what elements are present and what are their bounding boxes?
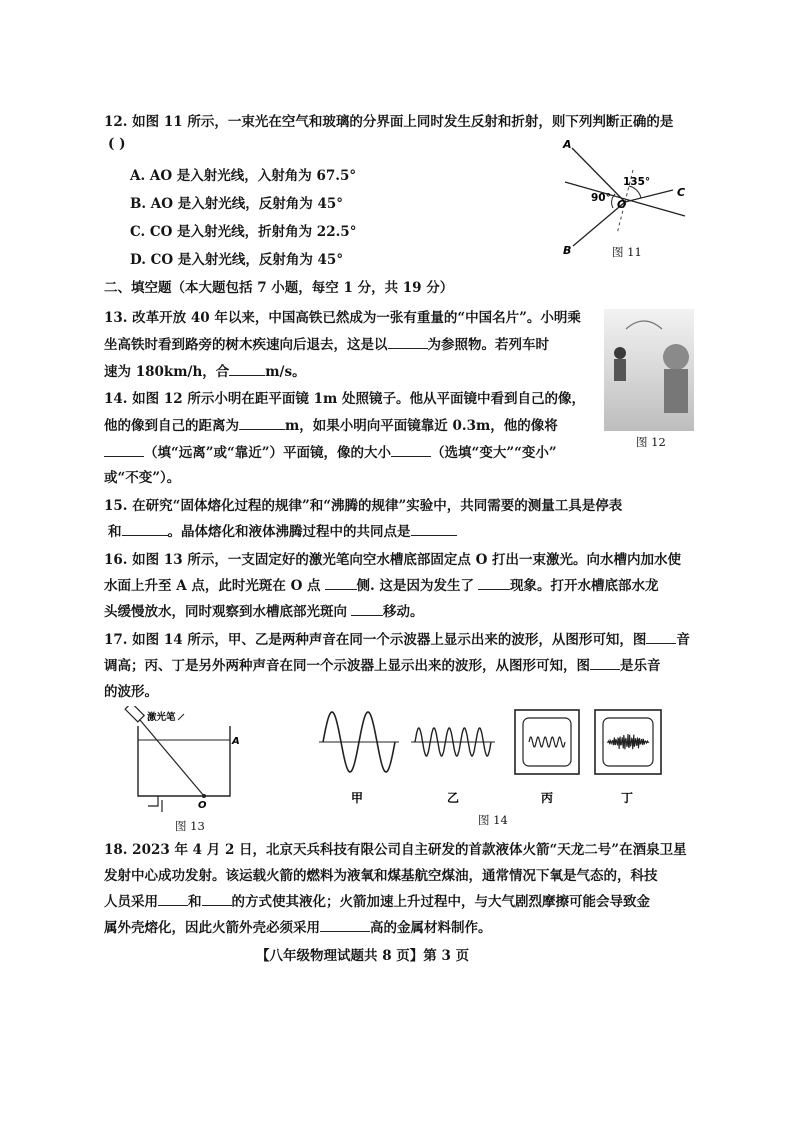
drain-pipe xyxy=(148,796,158,806)
q14-line-1: 14. 如图 12 所示小明在距平面镜 1m 处照镜子。他从平面镜中看到自己的像， xyxy=(104,391,585,407)
wave-jia xyxy=(319,712,399,772)
q15-blank-tool[interactable] xyxy=(122,523,168,536)
q16-line-2-text-c: 现象。打开水槽底部水龙 xyxy=(509,578,659,594)
q14-line-4: 或“不变”）。 xyxy=(104,470,181,486)
ray-oc xyxy=(625,190,673,202)
wave-label-jia: 甲 xyxy=(351,791,364,805)
q18-line-1: 18. 2023 年 4 月 2 日，北京天兵科技有限公司自主研发的首款液体火箭“天龙二号”在酒泉卫星 xyxy=(104,842,687,858)
q15-blank-common-point[interactable] xyxy=(411,523,457,536)
q18-blank-method-2[interactable] xyxy=(202,893,232,906)
mirror-arc xyxy=(626,321,662,329)
q17-line-1-text-a: 17. 如图 14 所示，甲、乙是两种声音在同一个示波器上显示出来的波形，从图形可知，图 xyxy=(104,632,647,648)
laser-beam xyxy=(140,720,204,796)
q13-line-3-text-a: 速为 180km/h，合 xyxy=(104,364,230,380)
q16-blank-phenomenon[interactable] xyxy=(478,577,510,590)
q16-line-3-text-b: 移动。 xyxy=(383,604,424,620)
q16-line-2-text-b: 侧. 这是因为发生了 xyxy=(356,578,474,594)
q16-blank-movement[interactable] xyxy=(351,603,383,616)
q13-line-3 xyxy=(104,360,306,380)
q18-blank-property[interactable] xyxy=(320,919,370,932)
q17-blank-musical-sound[interactable] xyxy=(590,657,620,670)
q16-line-2 xyxy=(104,574,658,594)
figure-12-photo xyxy=(604,309,694,431)
boy-body xyxy=(614,359,626,381)
q12-answer-paren: ( ) xyxy=(108,136,126,152)
label-a: A xyxy=(232,736,240,747)
q13-line-3-text-b: m/s。 xyxy=(265,364,306,380)
q13-blank-reference[interactable] xyxy=(388,336,428,349)
figure-12-caption: 图 12 xyxy=(636,435,666,449)
laser-pen xyxy=(125,706,144,722)
water-tank xyxy=(138,726,230,796)
section-heading: 二、填空题（本大题包括 7 小题，每空 1 分，共 19 分） xyxy=(104,280,454,296)
q12-stem: 12. 如图 11 所示，一束光在空气和玻璃的分界面上同时发生反射和折射，则下列判断正确的是 xyxy=(104,114,674,130)
wave-label-bing: 丙 xyxy=(541,791,554,805)
q18-line-3-text-b: 和 xyxy=(188,894,202,910)
point-o xyxy=(202,794,206,798)
q13-line-2-text-b: 为参照物。若列车时 xyxy=(427,337,549,353)
q14-blank-distance[interactable] xyxy=(239,417,285,430)
q16-line-3-text-a: 头缓慢放水，同时观察到水槽底部光斑向 xyxy=(104,604,347,620)
mirror-sketch xyxy=(604,309,694,431)
q16-line-1: 16. 如图 13 所示，一支固定好的激光笔向空水槽底部固定点 O 打出一束激光。向水槽内加水使 xyxy=(104,552,682,568)
q18-line-3 xyxy=(104,890,650,910)
oscilloscope-ding xyxy=(595,710,661,774)
q14-blank-size[interactable] xyxy=(391,444,431,457)
q17-blank-pitch[interactable] xyxy=(646,631,676,644)
q18-blank-method-1[interactable] xyxy=(158,893,188,906)
q18-line-4-text-b: 高的金属材料制作。 xyxy=(370,920,492,936)
q14-line-2 xyxy=(104,414,558,434)
q12-option-c: C. CO 是入射光线，折射角为 22.5° xyxy=(130,224,357,240)
reflection-head xyxy=(663,344,689,370)
wave-label-yi: 乙 xyxy=(447,791,460,805)
q18-line-4 xyxy=(104,916,492,936)
q12-option-b: B. AO 是入射光线，反射角为 45° xyxy=(130,196,343,212)
q14-line-3-text-a: （填“远离”或“靠近”）平面镜，像的大小 xyxy=(144,445,392,461)
label-o: O xyxy=(198,800,207,811)
label-b: B xyxy=(563,244,572,257)
q13-line-2 xyxy=(104,333,549,353)
q14-blank-direction[interactable] xyxy=(104,444,144,457)
q17-line-2 xyxy=(104,654,661,674)
wave-label-ding: 丁 xyxy=(621,791,634,805)
q14-line-3 xyxy=(104,441,557,461)
boy-head xyxy=(614,347,626,359)
q15-line-2 xyxy=(108,520,457,540)
q12-option-a: A. AO 是入射光线，入射角为 67.5° xyxy=(130,168,357,184)
q16-line-2-text-a: 水面上升至 A 点，此时光斑在 O 点 xyxy=(104,578,321,594)
q15-line-2-text-a: 和 xyxy=(108,524,122,540)
q14-line-2-text-a: 他的像到自己的距离为 xyxy=(104,418,239,434)
figure-14-waveforms xyxy=(315,706,665,812)
q16-line-3 xyxy=(104,600,424,620)
laser-label-pointer xyxy=(178,714,184,720)
q13-line-2-text-a: 坐高铁时看到路旁的树木疾速向后退去，这是以 xyxy=(104,337,388,353)
q18-line-3-text-a: 人员采用 xyxy=(104,894,158,910)
q13-line-1: 13. 改革开放 40 年以来，中国高铁已然成为一张有重量的“中国名片”。小明乘 xyxy=(104,310,581,326)
page-footer: 【八年级物理试题共 8 页】第 3 页 xyxy=(256,948,470,964)
q16-blank-side[interactable] xyxy=(325,577,357,590)
q17-line-1-text-b: 音 xyxy=(676,632,690,648)
q17-line-2-text-a: 调高；丙、丁是另外两种声音在同一个示波器上显示出来的波形，从图形可知，图 xyxy=(104,658,590,674)
angle-90-label: 90° xyxy=(591,192,611,204)
q18-line-3-text-c: 的方式使其液化；火箭加速上升过程中，与大气剧烈摩擦可能会导致金 xyxy=(231,894,650,910)
q14-line-3-text-b: （选填“变大”“变小” xyxy=(431,445,557,461)
q17-line-1 xyxy=(104,628,690,648)
q15-line-2-text-b: 。晶体熔化和液体沸腾过程中的共同点是 xyxy=(167,524,411,540)
figure-13-diagram xyxy=(118,706,248,818)
figure-14-caption: 图 14 xyxy=(478,813,508,827)
reflection-body xyxy=(664,369,688,413)
label-o: O xyxy=(617,198,627,211)
q12-option-d: D. CO 是入射光线，反射角为 45° xyxy=(130,252,344,268)
figure-13-caption: 图 13 xyxy=(175,819,205,833)
figure-11-caption: 图 11 xyxy=(612,245,642,259)
q14-line-2-text-b: m，如果小明向平面镜靠近 0.3m，他的像将 xyxy=(285,418,558,434)
q17-line-2-text-b: 是乐音 xyxy=(620,658,661,674)
q13-blank-speed[interactable] xyxy=(229,363,265,376)
wave-yi xyxy=(411,728,495,756)
q18-line-2: 发射中心成功发射。该运载火箭的燃料为液氧和煤基航空煤油，通常情况下氧是气态的，科技 xyxy=(104,868,658,884)
label-c: C xyxy=(677,186,686,199)
oscilloscope-bing xyxy=(515,710,579,774)
q17-line-3: 的波形。 xyxy=(104,684,158,700)
label-a: A xyxy=(563,138,572,151)
laser-label: 激光笔 xyxy=(147,712,176,723)
q18-line-4-text-a: 属外壳熔化，因此火箭外壳必须采用 xyxy=(104,920,320,936)
q15-line-1: 15. 在研究“固体熔化过程的规律”和“沸腾的规律”实验中，共同需要的测量工具是停表 xyxy=(104,498,623,514)
angle-135-label: 135° xyxy=(623,176,651,188)
